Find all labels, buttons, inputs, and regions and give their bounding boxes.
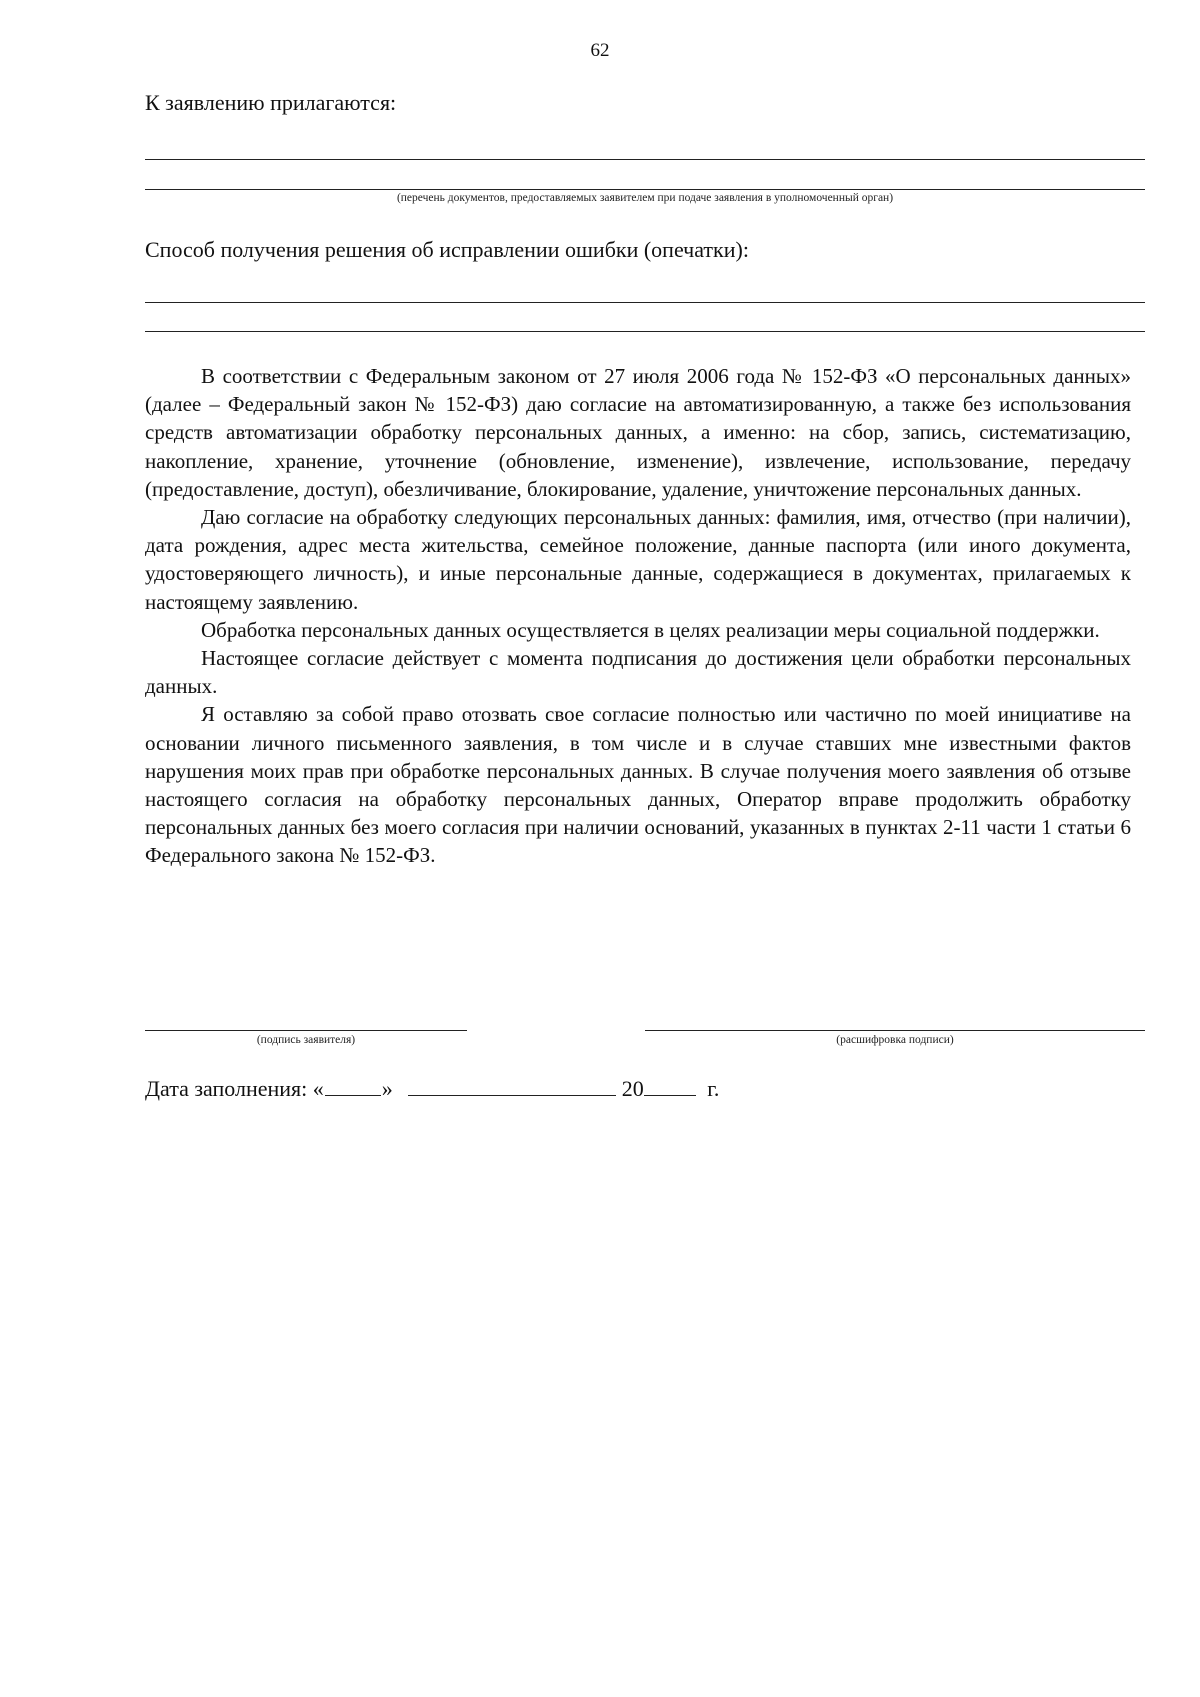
consent-paragraph-1: В соответствии с Федеральным законом от 27 июля 2006 года № 152-ФЗ «О персональных данных» (далее – Федеральный закон № 152-ФЗ) даю согласие на автоматизированную, а также без использования средств автоматизации обработку персональных данных, а именно: на сбор, запись, систематизацию, накопление, хранение, уточнение (обновление, изменение), извлечение, использование, передачу (предоставление, доступ), обезличивание, блокирование, удаление, уничтожение персональных данных. — [145, 364, 1131, 501]
consent-text — [145, 362, 1131, 870]
day-blank[interactable] — [325, 1075, 381, 1096]
applicant-signature-caption: (подпись заявителя) — [256, 1034, 356, 1046]
method-line-1[interactable] — [145, 302, 1145, 303]
date-fill-label: Дата заполнения: — [145, 1076, 308, 1101]
month-blank[interactable] — [408, 1075, 616, 1096]
method-line-2[interactable] — [145, 331, 1145, 332]
date-fill-row — [145, 1075, 719, 1102]
consent-paragraph-5: Я оставляю за собой право отозвать свое согласие полностью или частично по моей инициативе на основании личного письменного заявления, в том числе и в случае ставших мне известными фактов нарушения моих прав при обработке персональных данных. В случае получения моего заявления об отзыве настоящего согласия на обработку персональных данных, Оператор вправе продолжить обработку персональных данных без моего согласия при наличии оснований, указанных в пунктах 2-11 части 1 статьи 6 Федерального закона № 152-ФЗ. — [145, 702, 1131, 868]
attachments-caption: (перечень документов, предоставляемых заявителем при подаче заявления в уполномоченный орган) — [396, 192, 894, 204]
attachments-line-1[interactable] — [145, 159, 1145, 160]
signature-transcript-line[interactable] — [645, 1030, 1145, 1031]
method-label: Способ получения решения об исправлении ошибки (опечатки): — [145, 237, 749, 262]
date-open-quote: « — [312, 1076, 324, 1101]
consent-paragraph-4: Настоящее согласие действует с момента подписания до достижения цели обработки персональных данных. — [145, 646, 1131, 699]
consent-paragraph-3: Обработка персональных данных осуществляется в целях реализации меры социальной поддержки. — [201, 617, 1100, 642]
year-suffix: г. — [707, 1076, 720, 1101]
attachments-label: К заявлению прилагаются: — [145, 90, 397, 115]
applicant-signature-line[interactable] — [145, 1030, 467, 1031]
year-prefix: 20 — [621, 1076, 644, 1101]
consent-paragraph-2: Даю согласие на обработку следующих персональных данных: фамилия, имя, отчество (при наличии), дата рождения, адрес места жительства, семейное положение, данные паспорта (или иного документа, удостоверяющего личность), и иные персональные данные, содержащиеся в документах, прилагаемых к настоящему заявлению. — [145, 505, 1131, 614]
attachments-line-2[interactable] — [145, 189, 1145, 190]
signature-transcript-caption: (расшифровка подписи) — [836, 1034, 954, 1046]
date-close-quote: » — [381, 1076, 393, 1101]
page-number: 62 — [590, 40, 610, 61]
year-blank[interactable] — [644, 1075, 696, 1096]
